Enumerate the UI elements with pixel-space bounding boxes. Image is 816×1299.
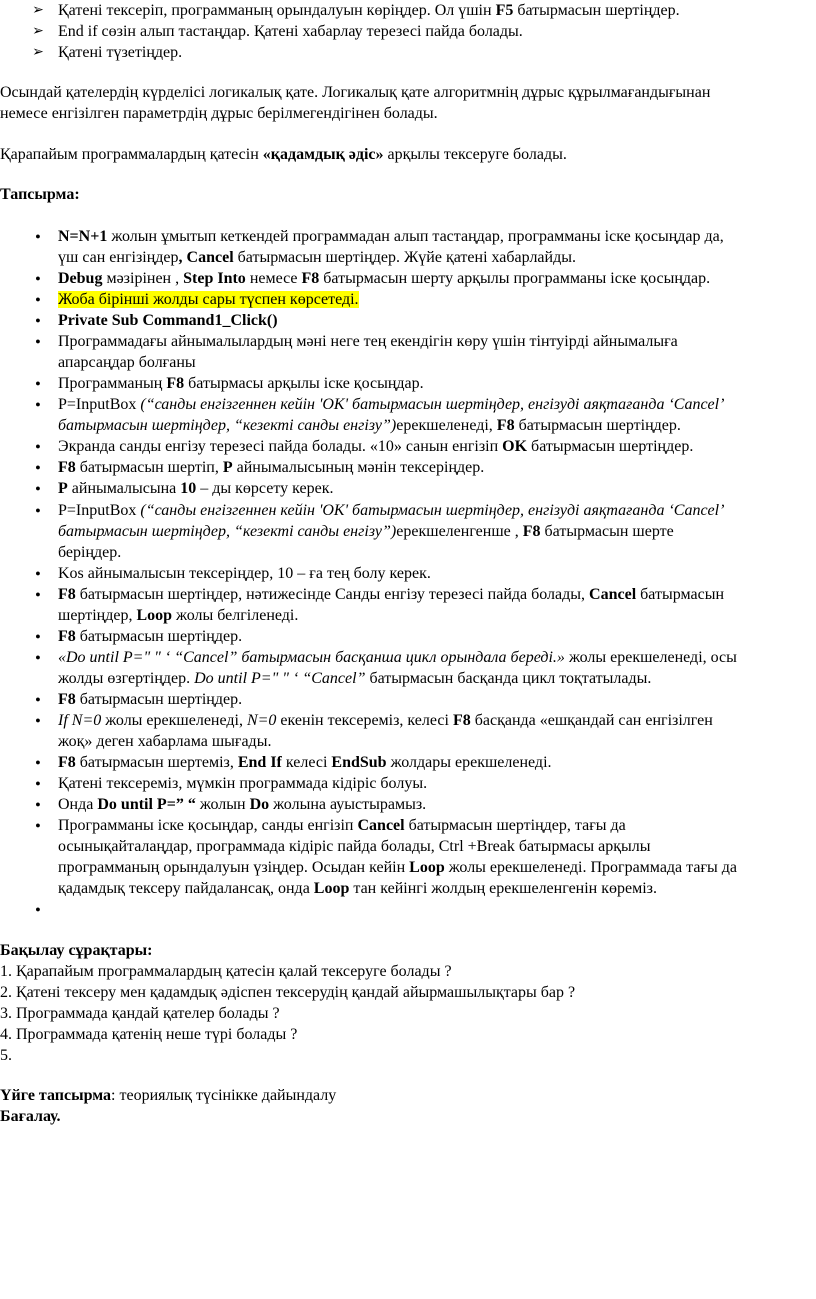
task-line <box>58 542 121 563</box>
highlighted-run: Жоба бірінші жолды сары түспен көрсетеді. <box>58 291 359 308</box>
bold-run: F8 <box>452 712 471 729</box>
control-heading: Бақылау сұрақтары: <box>0 942 153 959</box>
text-run: Экранда санды енгізу терезесі пайда болады. «10» санын енгізіп <box>58 438 503 455</box>
text-run: айнымалысының мәнін тексеріңдер. <box>232 459 485 476</box>
control-question: 4. Программада қатенің неше түрі болады ? <box>0 1026 298 1043</box>
bullet-icon: ● <box>35 294 41 304</box>
text-run: батырмасын шертіңдер, тағы да <box>404 817 626 834</box>
bold-run: Do <box>249 796 270 813</box>
text-run: ерекшеленеді, <box>396 417 497 434</box>
text-run: P=InputBox <box>58 502 141 519</box>
task-line <box>58 394 724 415</box>
bullet-icon: ● <box>35 273 41 283</box>
text-run: Қатені тексеріп, программаның орындалуын көріңдер. Ол үшін <box>58 2 496 19</box>
grading-heading: Бағалау. <box>0 1108 61 1125</box>
text-run: жолы ерекшеленеді. Программада тағы да <box>444 859 737 876</box>
control-question: 3. Программада қандай қателер болады ? <box>0 1005 280 1022</box>
text-run: батырмасын шертіңдер, нәтижесінде Санды енгізу терезесі пайда болады, <box>75 586 590 603</box>
bold-run: Do until P=” “ <box>97 796 196 813</box>
text-run: мәзірінен , <box>102 270 184 287</box>
bullet-icon: ● <box>35 399 41 409</box>
italic-run: (“санды енгізгеннен кейін 'OK' батырмасын шертіңдер, енгізуді аяқтағанда ‘Cancel’ <box>140 396 725 413</box>
text-run: апарсаңдар болғаны <box>58 354 196 371</box>
task-line <box>58 584 724 605</box>
task-line <box>58 521 674 542</box>
bullet-icon: ● <box>35 652 41 662</box>
text-run: айнымалысына <box>67 480 181 497</box>
text-run: Kos айнымалысын тексеріңдер, 10 – ға тең болу керек. <box>58 565 431 582</box>
text-run: немесе <box>245 270 302 287</box>
task-line <box>58 247 576 268</box>
text-run: батырмасы арқылы іске қосыңдар. <box>184 375 424 392</box>
task-line <box>58 373 424 394</box>
task-line <box>58 689 242 710</box>
text-run: келесі <box>281 754 332 771</box>
task-line <box>58 647 737 668</box>
bullet-icon: ● <box>35 568 41 578</box>
bullet-icon: ● <box>35 505 41 515</box>
task-line <box>58 857 737 878</box>
task-line <box>58 352 196 373</box>
bold-run: F8 <box>58 691 76 708</box>
bold-run: F8 <box>58 754 76 771</box>
task-line <box>58 500 724 521</box>
bold-run: F8 <box>166 375 185 392</box>
text-run: батырмасын шертіңдер. <box>513 2 680 19</box>
task-line <box>58 836 651 857</box>
bullet-icon: ● <box>35 694 41 704</box>
bold-run: , Cancel <box>178 249 234 266</box>
text-run: жолы белгіленеді. <box>172 607 299 624</box>
task-line <box>58 815 626 836</box>
text-run: батырмасын шертіңдер. <box>75 628 243 645</box>
control-question: 1. Қарапайым программалардың қатесін қалай тексеруге болады ? <box>0 963 452 980</box>
bullet-icon: ● <box>35 589 41 599</box>
task-line <box>58 310 278 331</box>
text-run: жолына ауыстырамыз. <box>269 796 427 813</box>
bullet-icon: ● <box>35 631 41 641</box>
italic-run: Do until P=" " ‘ “Cancel” <box>194 670 366 687</box>
bullet-icon: ● <box>35 441 41 451</box>
text-run: End if сөзін алып тастаңдар. Қатені хабарлау терезесі пайда болады. <box>58 23 523 40</box>
bold-run: N=N+1 <box>58 228 108 245</box>
bullet-icon: ● <box>35 483 41 493</box>
text-run: батырмасын басқанда цикл тоқтатылады. <box>365 670 652 687</box>
text-run: екенін тексереміз, келесі <box>276 712 453 729</box>
text-run: батырмасын шертеміз, <box>75 754 238 771</box>
text-run: батырмасын шерте <box>540 523 674 540</box>
task-line <box>58 331 678 352</box>
task-line <box>58 478 333 499</box>
text-run: батырмасын шертіңдер. <box>514 417 681 434</box>
bold-run: Step Into <box>183 270 246 287</box>
text-run: Программадағы айнымалылардың мәні неге тең екендігін көру үшін тінтуірді айнымалыға <box>58 333 678 350</box>
paragraph-logic-line2: немесе енгізілген параметрдің дұрыс берілмегендігінен болады. <box>0 105 438 122</box>
text-run: Онда <box>58 796 98 813</box>
bold-run: EndSub <box>331 754 387 771</box>
bold-run: Loop <box>313 880 350 897</box>
bold-run: Loop <box>136 607 173 624</box>
arrow-bullet-icon: ➢ <box>32 45 44 60</box>
text-run: батырмасын шертіп, <box>75 459 223 476</box>
text-run: жолын <box>195 796 250 813</box>
text-run: батырмасын шертіңдер. Жүйе қатені хабарлайды. <box>233 249 576 266</box>
bold-run: F8 <box>58 586 76 603</box>
control-question: 2. Қатені тексеру мен қадамдық әдіспен тексерудің қандай айырмашылықтары бар ? <box>0 984 576 1001</box>
text-run: батырмасын шертіңдер. <box>527 438 694 455</box>
bullet-icon: ● <box>35 462 41 472</box>
text-run: жолды өзгертіңдер. <box>58 670 195 687</box>
bold-run: P <box>222 459 233 476</box>
homework-text: : теориялық түсінікке дайындалу <box>111 1087 337 1104</box>
text-run: батырмасын шерту арқылы программаны іске қосыңдар. <box>319 270 711 287</box>
text-run: P=InputBox <box>58 396 141 413</box>
text-run: батырмасын <box>636 586 724 603</box>
text-run: Қатені түзетіңдер. <box>58 44 183 61</box>
italic-run: N=0 <box>246 712 277 729</box>
bold-run: P <box>58 480 68 497</box>
text-run: осынықайталаңдар, программада кідіріс пайда болады, Ctrl +Break батырмасы арқылы <box>58 838 651 855</box>
text-run: тан кейінгі жолдың ерекшеленгенін көреміз. <box>349 880 657 897</box>
bold-run: 10 <box>180 480 197 497</box>
text-run: Программаның <box>58 375 167 392</box>
arrow-item <box>58 21 523 42</box>
bold-run: Loop <box>409 859 445 876</box>
text-run: қадамдық тексеру пайдалансақ, онда <box>58 880 314 897</box>
text-run: жолын ұмытып кеткендей программадан алып тастаңдар, программаны іске қосыңдар да, <box>107 228 724 245</box>
task-line <box>58 226 724 247</box>
text-run: Программаны іске қосыңдар, санды енгізіп <box>58 817 358 834</box>
italic-run: батырмасын шертіңдер, “кезекті санды енгізу”) <box>58 523 397 540</box>
text-run: – ды көрсету керек. <box>196 480 334 497</box>
arrow-item <box>58 42 182 63</box>
bullet-icon: ● <box>35 715 41 725</box>
italic-run: If N=0 <box>58 712 102 729</box>
paragraph-step-method: Қарапайым программалардың қатесін «қадамдық әдіс» арқылы тексеруге болады. <box>0 146 567 163</box>
text-run: беріңдер. <box>58 544 122 561</box>
bullet-icon: ● <box>35 231 41 241</box>
text-run: программаның орындалуын үзіңдер. Осыдан кейін <box>58 859 410 876</box>
bold-run: Cancel <box>357 817 405 834</box>
text-run: шертіңдер, <box>58 607 137 624</box>
bold-run: Private Sub Command1_Click() <box>58 312 278 329</box>
task-line <box>58 457 484 478</box>
paragraph-logic-line1: Осындай қателердің күрделісі логикалық қате. Логикалық қате алгоритмнің дұрыс құрылмағандығынан <box>0 84 711 101</box>
text-run: жоқ» деген хабарлама шығады. <box>58 733 272 750</box>
task-line <box>58 563 431 584</box>
italic-run: (“санды енгізгеннен кейін 'OK' батырмасын шертіңдер, енгізуді аяқтағанда ‘Cancel’ <box>140 502 725 519</box>
bold-run: OK <box>502 438 528 455</box>
homework-label: Үйге тапсырма <box>0 1087 112 1104</box>
task-line <box>58 289 359 310</box>
task-line <box>58 605 298 626</box>
italic-run: батырмасын шертіңдер, “кезекті санды енгізу”) <box>58 417 397 434</box>
task-line <box>58 668 651 689</box>
bold-run: F5 <box>495 2 514 19</box>
bold-run: F8 <box>58 459 76 476</box>
bullet-icon: ● <box>35 778 41 788</box>
text-run: үш сан енгізіңдер <box>58 249 179 266</box>
text-run: ерекшеленгенше , <box>396 523 523 540</box>
text-run: жолдары ерекшеленеді. <box>386 754 552 771</box>
arrow-bullet-icon: ➢ <box>32 24 44 39</box>
bullet-icon: ● <box>35 904 41 914</box>
bold-run: Cancel <box>589 586 637 603</box>
arrow-bullet-icon: ➢ <box>32 3 44 18</box>
bold-run: F8 <box>301 270 320 287</box>
bullet-icon: ● <box>35 820 41 830</box>
homework-line <box>0 1085 336 1106</box>
task-line <box>58 626 242 647</box>
italic-run: «Do until P=" " ‘ “Cancel” батырмасын басқанша цикл орындала береді.» <box>58 649 565 666</box>
task-line <box>58 268 710 289</box>
task-line <box>58 794 426 815</box>
arrow-item <box>58 0 680 21</box>
text-run: жолы ерекшеленеді, осы <box>564 649 737 666</box>
bold-run: F8 <box>496 417 515 434</box>
bold-run: Debug <box>58 270 103 287</box>
task-heading: Тапсырма: <box>0 186 80 203</box>
task-line <box>58 773 427 794</box>
text-run: Қатені тексереміз, мүмкін программада кідіріс болуы. <box>58 775 428 792</box>
bullet-icon: ● <box>35 799 41 809</box>
task-line <box>58 752 552 773</box>
bullet-icon: ● <box>35 315 41 325</box>
bold-run: F8 <box>58 628 76 645</box>
bullet-icon: ● <box>35 757 41 767</box>
task-line <box>58 415 681 436</box>
task-line <box>58 710 713 731</box>
bold-run: F8 <box>522 523 541 540</box>
text-run: батырмасын шертіңдер. <box>75 691 243 708</box>
task-line <box>58 878 657 899</box>
text-run: басқанда «ешқандай сан енгізілген <box>470 712 713 729</box>
control-question: 5. <box>0 1047 12 1064</box>
bold-run: End If <box>237 754 282 771</box>
bullet-icon: ● <box>35 336 41 346</box>
text-run: жолы ерекшеленеді, <box>101 712 247 729</box>
step-method-term: «қадамдық әдіс» <box>262 146 384 163</box>
task-line <box>58 436 693 457</box>
task-line <box>58 731 271 752</box>
bullet-icon: ● <box>35 378 41 388</box>
